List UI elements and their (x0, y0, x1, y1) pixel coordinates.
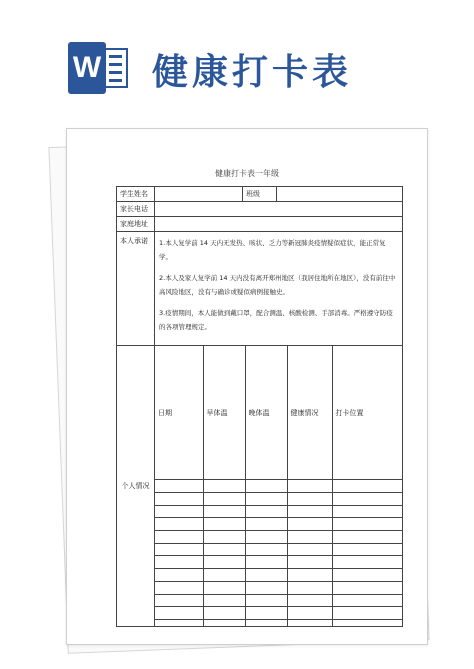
log-cell (245, 505, 287, 518)
document-title: 健康打卡表一年级 (215, 169, 279, 178)
log-cell (332, 492, 402, 505)
log-cell (155, 505, 203, 518)
class-label: 班级 (243, 187, 277, 202)
log-cell (203, 594, 245, 607)
log-row (155, 620, 402, 626)
log-cell (203, 492, 245, 505)
log-cell (332, 480, 402, 493)
log-cell (245, 480, 287, 493)
log-row (155, 607, 402, 620)
log-cell (245, 620, 287, 626)
log-cell (245, 607, 287, 620)
daily-log-cell (155, 346, 403, 627)
log-cell (287, 620, 332, 626)
word-logo-letter: W (68, 42, 106, 94)
log-row (155, 543, 402, 556)
header-evening-temp: 晚体温 (245, 346, 287, 480)
log-cell (332, 518, 402, 531)
log-row (155, 518, 402, 531)
header-health-status: 健康情况 (287, 346, 332, 480)
log-cell (203, 620, 245, 626)
log-cell (287, 543, 332, 556)
log-cell (332, 531, 402, 544)
log-cell (287, 518, 332, 531)
banner (0, 0, 474, 115)
log-cell (203, 480, 245, 493)
pledge-item: 1.本人复学前 14 天内无发热、咳状、乏力等新冠肺炎疫情疑似症状，能正常复学。 (159, 239, 386, 261)
log-cell (287, 556, 332, 569)
log-cell (245, 518, 287, 531)
log-cell (332, 581, 402, 594)
log-cell (245, 594, 287, 607)
health-checkin-form (116, 186, 403, 627)
log-cell (203, 543, 245, 556)
log-cell (287, 581, 332, 594)
log-cell (155, 518, 203, 531)
log-cell (155, 569, 203, 582)
log-cell (332, 556, 402, 569)
log-cell (245, 543, 287, 556)
document-page (66, 128, 428, 645)
log-cell (155, 492, 203, 505)
home-address-label: 家庭地址 (117, 217, 155, 232)
student-name-field (155, 187, 243, 202)
log-row (155, 492, 402, 505)
personal-status-label: 个人情况 (117, 346, 155, 627)
log-cell (287, 569, 332, 582)
log-row (155, 480, 402, 493)
log-cell (287, 531, 332, 544)
student-name-label: 学生姓名 (117, 187, 155, 202)
log-cell (332, 505, 402, 518)
log-cell (245, 581, 287, 594)
log-cell (245, 569, 287, 582)
log-cell (245, 531, 287, 544)
log-row (155, 569, 402, 582)
log-row (155, 505, 402, 518)
log-cell (287, 594, 332, 607)
log-cell (203, 569, 245, 582)
log-cell (287, 492, 332, 505)
log-row (155, 594, 402, 607)
log-cell (155, 594, 203, 607)
log-cell (203, 505, 245, 518)
word-logo-lines (106, 48, 128, 88)
log-cell (203, 607, 245, 620)
header-morning-temp: 早体温 (203, 346, 245, 480)
log-cell (332, 594, 402, 607)
log-row (155, 531, 402, 544)
log-cell (203, 518, 245, 531)
log-cell (287, 480, 332, 493)
home-address-field (155, 217, 403, 232)
log-cell (155, 581, 203, 594)
word-document-icon (68, 42, 130, 94)
log-cell (203, 531, 245, 544)
log-cell (332, 569, 402, 582)
header-checkin-location: 打卡位置 (332, 346, 402, 480)
log-row (155, 556, 402, 569)
log-cell (203, 556, 245, 569)
log-cell (155, 531, 203, 544)
daily-log-table (155, 346, 402, 626)
pledge-item: 3.疫情期间，本人能做到戴口罩，配合测温、核酸检测、手部消毒。严格遵守防疫的各项管理规定。 (159, 309, 393, 331)
log-cell (203, 581, 245, 594)
parent-phone-label: 家长电话 (117, 202, 155, 217)
log-cell (287, 505, 332, 518)
log-row (155, 581, 402, 594)
log-cell (245, 492, 287, 505)
pledge-item: 2.本人及家人复学前 14 天内没有离开郑州地区（我居住地所在地区），没有前往中高风险地区，没有与确诊或疑似病例接触史。 (159, 274, 396, 296)
parent-phone-field (155, 202, 403, 217)
pledge-content (155, 232, 403, 346)
header-date: 日期 (155, 346, 203, 480)
log-cell (155, 543, 203, 556)
log-cell (155, 480, 203, 493)
log-cell (155, 607, 203, 620)
log-cell (155, 620, 203, 626)
log-cell (332, 543, 402, 556)
pledge-label: 本人承诺 (117, 232, 155, 346)
class-field (277, 187, 403, 202)
log-cell (287, 607, 332, 620)
log-cell (332, 620, 402, 626)
log-cell (332, 607, 402, 620)
log-cell (155, 556, 203, 569)
log-cell (245, 556, 287, 569)
banner-title: 健康打卡表 (152, 52, 353, 93)
